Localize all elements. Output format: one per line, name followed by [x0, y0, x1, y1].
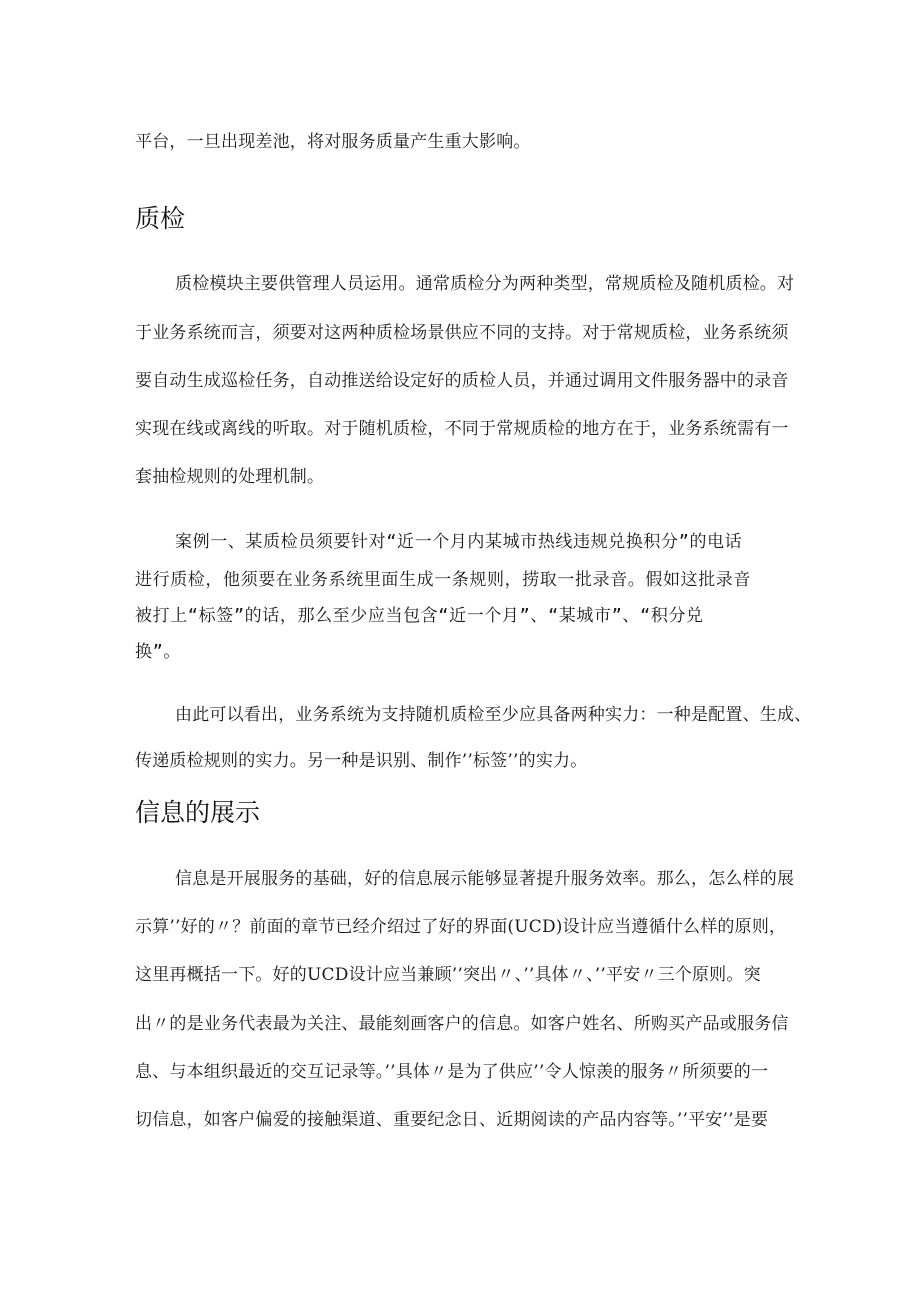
info-paragraph-line: 切信息，如客户偏爱的接触渠道、重要纪念日、近期阅读的产品内容等。’’平安’’是要 [135, 1110, 769, 1130]
qc-paragraph-line: 要自动生成巡检任务，自动推送给设定好的质检人员，并通过调用文件服务器中的录音 [135, 371, 789, 391]
section-heading-qc: 质检 [135, 204, 186, 233]
info-paragraph-line: 这里再概括一下。好的UCD设计应当兼顾’’突出〃、’’具体〃、’’平安〃三个原则。突 [135, 965, 761, 985]
qc-paragraph-line: 质检模块主要供管理人员运用。通常质检分为两种类型，常规质检及随机质检。对 [175, 274, 795, 294]
intro-line: 平台，一旦出现差池，将对服务质量产生重大影响。 [135, 132, 531, 152]
qc-summary-line: 由此可以看出，业务系统为支持随机质检至少应具备两种实力：一种是配置、生成、 [175, 705, 812, 725]
section-heading-info: 信息的展示 [135, 798, 261, 827]
info-paragraph-line: 信息是开展服务的基础，好的信息展示能够显著提升服务效率。那么，怎么样的展 [175, 869, 795, 889]
qc-summary-line: 传递质检规则的实力。另一种是识别、制作’’标签’’的实力。 [135, 751, 588, 771]
case-line: 被打上“标签”的话，那么至少应当包含“近一个月”、“某城市”、“积分兑 [135, 606, 704, 626]
qc-paragraph-line: 套抽检规则的处理机制。 [135, 467, 325, 487]
info-paragraph-line: 示算’’好的〃？前面的章节已经介绍过了好的界面(UCD)设计应当遵循什么样的原则， [135, 917, 787, 937]
case-line: 换”。 [135, 642, 182, 662]
qc-paragraph-line: 实现在线或离线的听取。对于随机质检，不同于常规质检的地方在于，业务系统需有一 [135, 419, 789, 439]
info-paragraph-line: 出〃的是业务代表最为关注、最能刻画客户的信息。如客户姓名、所购买产品或服务信 [135, 1014, 789, 1034]
qc-paragraph-line: 于业务系统而言，须要对这两种质检场景供应不同的支持。对于常规质检，业务系统须 [135, 323, 789, 343]
case-line: 案例一、某质检员须要针对“近一个月内某城市热线违规兑换积分”的电话 [175, 532, 743, 552]
info-paragraph-line: 息、与本组织最近的交互记录等。’’具体〃是为了供应’’令人惊羡的服务〃所须要的一 [135, 1062, 769, 1082]
case-line: 进行质检，他须要在业务系统里面生成一条规则，捞取一批录音。假如这批录音 [135, 570, 751, 590]
